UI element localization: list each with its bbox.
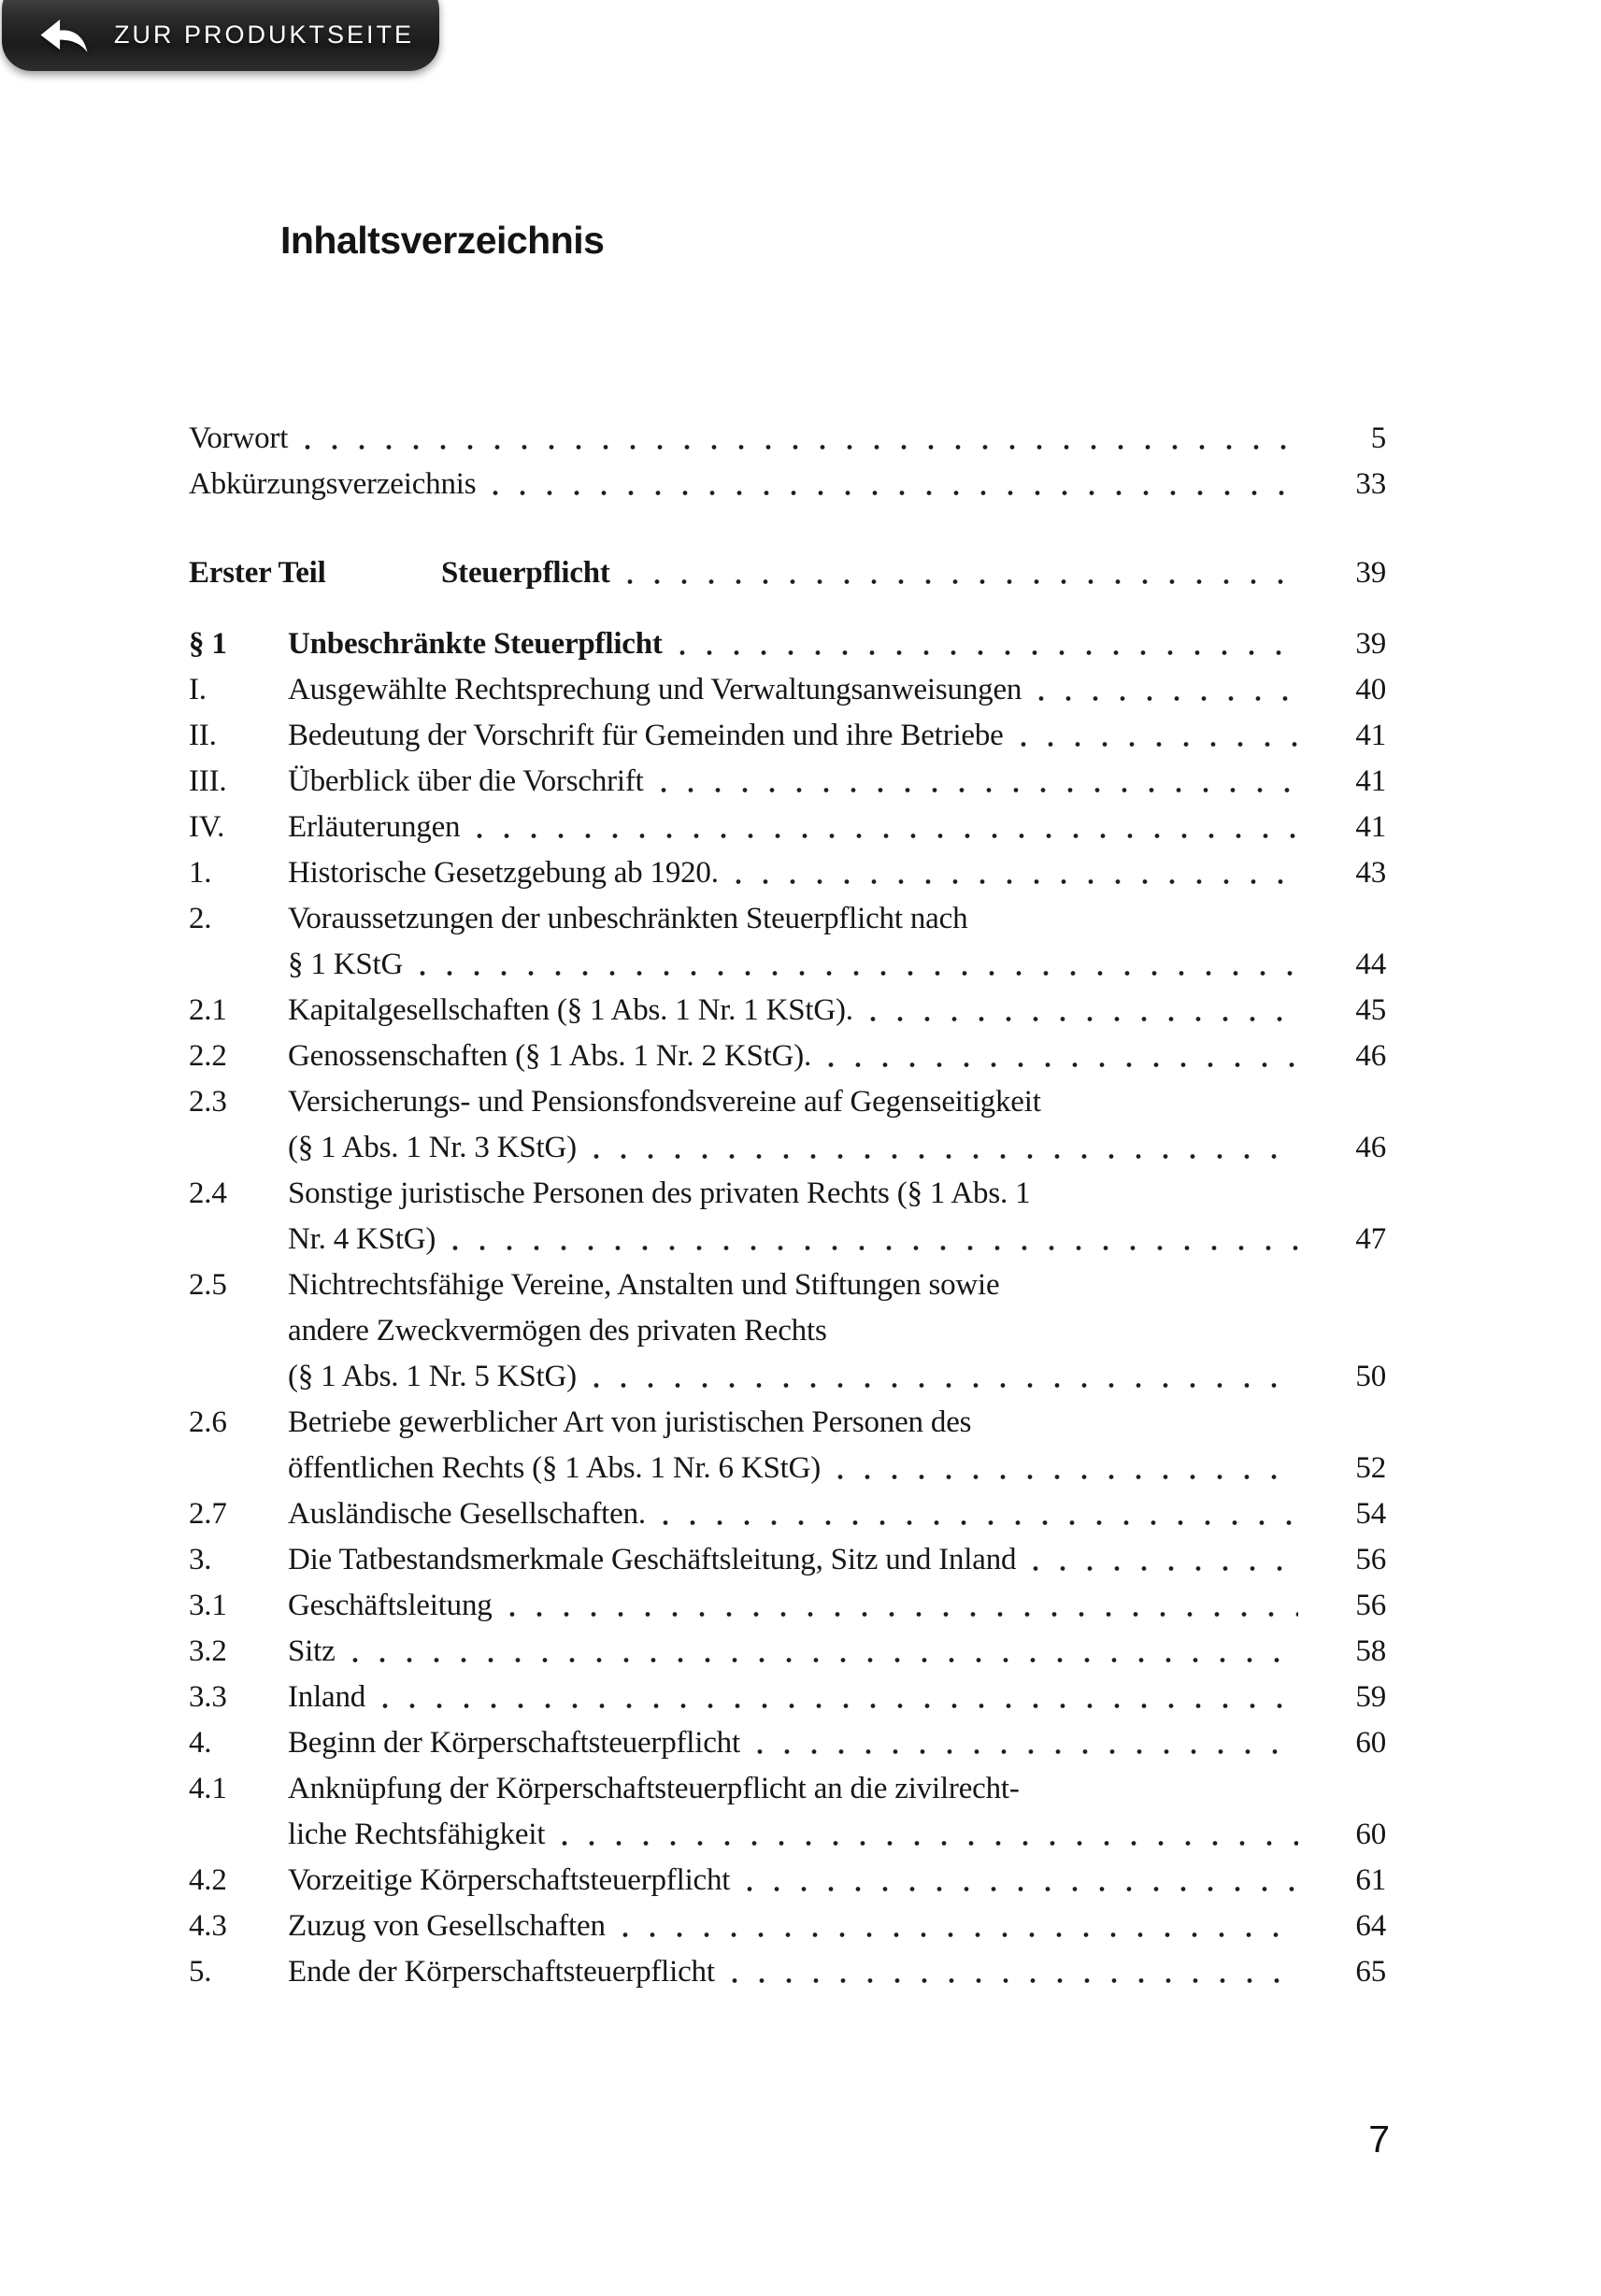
toc-row-page: 61 (1355, 1863, 1386, 1897)
toc-row (189, 1812, 1386, 1858)
toc-row (189, 1629, 1386, 1675)
toc-row-page: 60 (1355, 1726, 1386, 1760)
toc-row-title: Genossenschaften (§ 1 Abs. 1 Nr. 2 KStG). (288, 1039, 812, 1073)
toc-row-title: Die Tatbestandsmerkmale Geschäftsleitung, Sitz und Inland (288, 1543, 1017, 1576)
toc-row-title: Ausgewählte Rechtsprechung und Verwaltungsanweisungen (288, 673, 1022, 706)
toc-row-number: 4. (189, 1726, 212, 1760)
toc-leader-dots (593, 1153, 1298, 1160)
toc-row (189, 550, 1386, 596)
toc-row-number: 2.6 (189, 1405, 227, 1439)
toc-leader-dots (305, 444, 1298, 450)
toc-row (189, 850, 1386, 896)
toc-row-title: Sitz (288, 1634, 336, 1668)
toc-row-page: 46 (1355, 1039, 1386, 1073)
toc-row-title: Bedeutung der Vorschrift für Gemeinden und ihre Betriebe (288, 719, 1004, 752)
toc-row (189, 988, 1386, 1034)
toc-leader-dots (837, 1474, 1298, 1480)
toc-leader-dots (757, 1748, 1298, 1755)
toc-row-page: 41 (1355, 719, 1386, 752)
toc-row (189, 942, 1386, 988)
toc-row-number: 2.1 (189, 993, 227, 1027)
toc-row-page: 58 (1355, 1634, 1386, 1668)
toc-row-title: Kapitalgesellschaften (§ 1 Abs. 1 Nr. 1 KStG). (288, 993, 853, 1027)
toc-row-number: 4.1 (189, 1772, 227, 1805)
toc-row-title: Abkürzungsverzeichnis (189, 467, 477, 501)
toc-row-page: 64 (1355, 1909, 1386, 1943)
toc-leader-dots (1021, 741, 1298, 748)
back-button-label: ZUR PRODUKTSEITE (114, 20, 415, 49)
toc-row (189, 1308, 1386, 1354)
toc-row (189, 1904, 1386, 1949)
toc-row-page: 44 (1355, 948, 1386, 981)
toc-row (189, 1446, 1386, 1491)
toc-row (189, 1675, 1386, 1720)
toc-row-page: 56 (1355, 1589, 1386, 1622)
toc-row-page: 60 (1355, 1818, 1386, 1851)
toc-leader-dots (661, 787, 1298, 793)
toc-row-page: 5 (1370, 421, 1386, 455)
toc-leader-dots (493, 490, 1298, 496)
toc-row (189, 896, 1386, 942)
toc-row-page: 54 (1355, 1497, 1386, 1531)
toc-row (189, 1583, 1386, 1629)
toc-row-title: Anknüpfung der Körperschaftsteuerpflicht an die zivilrecht- (288, 1772, 1020, 1805)
toc-row-number: 4.2 (189, 1863, 227, 1897)
toc-row-title: Vorzeitige Körperschaftsteuerpflicht (288, 1863, 731, 1897)
page-title: Inhaltsverzeichnis (280, 219, 605, 262)
toc-row (189, 1034, 1386, 1079)
toc-row-title: Erläuterungen (288, 810, 461, 844)
toc-row-title: Historische Gesetzgebung ab 1920. (288, 856, 719, 890)
toc-row-page: 39 (1355, 627, 1386, 661)
toc-leader-dots (420, 970, 1298, 977)
toc-row-title: Beginn der Körperschaftsteuerpflicht (288, 1726, 740, 1760)
toc-row (189, 416, 1386, 462)
toc-leader-dots (382, 1703, 1298, 1709)
toc-leader-dots (452, 1245, 1298, 1251)
toc-leader-dots (679, 649, 1298, 656)
toc-row (189, 1949, 1386, 1995)
toc-row (189, 1262, 1386, 1308)
toc-row (189, 1537, 1386, 1583)
toc-leader-dots (477, 833, 1298, 839)
toc-row-title: Versicherungs- und Pensionsfondsvereine auf Gegenseitigkeit (288, 1085, 1041, 1119)
back-to-product-page-button[interactable] (2, 0, 439, 71)
toc-row (189, 667, 1386, 713)
toc-leader-dots (828, 1062, 1298, 1068)
toc-row-number: I. (189, 673, 207, 706)
toc-row-page: 33 (1355, 467, 1386, 501)
back-arrow-icon (36, 14, 93, 55)
toc-row (189, 1171, 1386, 1217)
toc-leader-dots (509, 1611, 1298, 1618)
toc-row-number: 3.3 (189, 1680, 227, 1714)
footer-page-number: 7 (1368, 2118, 1390, 2161)
toc-row-title: andere Zweckvermögen des privaten Rechts (288, 1314, 827, 1348)
toc-leader-dots (1038, 695, 1298, 702)
toc-row-page: 43 (1355, 856, 1386, 890)
toc-row-page: 47 (1355, 1222, 1386, 1256)
toc-leader-dots (622, 1932, 1298, 1938)
toc-row-title: § 1 KStG (288, 948, 404, 981)
toc-row-page: 56 (1355, 1543, 1386, 1576)
toc-row-title: Nr. 4 KStG) (288, 1222, 436, 1256)
toc-row-title: (§ 1 Abs. 1 Nr. 3 KStG) (288, 1131, 577, 1164)
toc-row (189, 1354, 1386, 1400)
toc-row-number: 2.7 (189, 1497, 227, 1531)
toc-row-page: 45 (1355, 993, 1386, 1027)
toc-row (189, 1858, 1386, 1904)
toc-row (189, 759, 1386, 805)
toc-row-title: öffentlichen Rechts (§ 1 Abs. 1 Nr. 6 KStG) (288, 1451, 822, 1485)
toc-row-page: 50 (1355, 1360, 1386, 1393)
toc-row-number: 2.3 (189, 1085, 227, 1119)
toc-row-number: 2. (189, 902, 212, 935)
toc-leader-dots (352, 1657, 1298, 1663)
toc-row-number: II. (189, 719, 217, 752)
toc-row-page: 39 (1355, 556, 1386, 590)
toc-row-number: 3.2 (189, 1634, 227, 1668)
toc-row (189, 1125, 1386, 1171)
toc-row (189, 713, 1386, 759)
toc-row (189, 1491, 1386, 1537)
toc-leader-dots (562, 1840, 1298, 1847)
toc-row-number: 3.1 (189, 1589, 227, 1622)
toc-row-number: 1. (189, 856, 212, 890)
toc-row (189, 1400, 1386, 1446)
table-of-contents (189, 416, 1386, 1995)
toc-row-page: 46 (1355, 1131, 1386, 1164)
toc-row-number: Erster Teil (189, 556, 326, 590)
toc-leader-dots (1033, 1565, 1298, 1572)
toc-row-title: Ende der Körperschaftsteuerpflicht (288, 1955, 715, 1989)
toc-row-page: 59 (1355, 1680, 1386, 1714)
toc-row-number: 2.2 (189, 1039, 227, 1073)
toc-row-number: 5. (189, 1955, 212, 1989)
toc-leader-dots (663, 1519, 1298, 1526)
toc-row-page: 41 (1355, 764, 1386, 798)
toc-row-page: 65 (1355, 1955, 1386, 1989)
toc-leader-dots (870, 1016, 1298, 1022)
toc-leader-dots (736, 878, 1298, 885)
toc-row-number: III. (189, 764, 227, 798)
toc-row-title: Geschäftsleitung (288, 1589, 493, 1622)
toc-row-title: Ausländische Gesellschaften. (288, 1497, 646, 1531)
toc-row (189, 1217, 1386, 1262)
toc-row-title: Unbeschränkte Steuerpflicht (288, 627, 663, 661)
toc-row-title: Überblick über die Vorschrift (288, 764, 644, 798)
toc-row-title: Betriebe gewerblicher Art von juristischen Personen des (288, 1405, 972, 1439)
toc-row-number: 2.4 (189, 1177, 227, 1210)
toc-leader-dots (593, 1382, 1298, 1389)
toc-row-number: 3. (189, 1543, 212, 1576)
toc-row-title: Nichtrechtsfähige Vereine, Anstalten und Stiftungen sowie (288, 1268, 1000, 1302)
toc-leader-dots (627, 578, 1298, 585)
toc-row-title: Vorwort (189, 421, 289, 455)
toc-row-title: liche Rechtsfähigkeit (288, 1818, 546, 1851)
toc-row-page: 52 (1355, 1451, 1386, 1485)
toc-row (189, 1766, 1386, 1812)
toc-row (189, 462, 1386, 507)
toc-row-number: § 1 (189, 627, 227, 661)
toc-row-number: IV. (189, 810, 225, 844)
toc-row-title: Steuerpflicht (441, 556, 610, 590)
toc-row-title: Sonstige juristische Personen des privaten Rechts (§ 1 Abs. 1 (288, 1177, 1031, 1210)
toc-row (189, 805, 1386, 850)
toc-row (189, 621, 1386, 667)
toc-row-page: 40 (1355, 673, 1386, 706)
toc-row-title: Zuzug von Gesellschaften (288, 1909, 606, 1943)
toc-row-title: Voraussetzungen der unbeschränkten Steuerpflicht nach (288, 902, 968, 935)
toc-leader-dots (747, 1886, 1298, 1892)
toc-row-title: Inland (288, 1680, 366, 1714)
toc-row (189, 1720, 1386, 1766)
toc-leader-dots (732, 1977, 1298, 1984)
toc-row-number: 4.3 (189, 1909, 227, 1943)
toc-row-number: 2.5 (189, 1268, 227, 1302)
toc-row-title: (§ 1 Abs. 1 Nr. 5 KStG) (288, 1360, 577, 1393)
toc-row-page: 41 (1355, 810, 1386, 844)
toc-row (189, 1079, 1386, 1125)
